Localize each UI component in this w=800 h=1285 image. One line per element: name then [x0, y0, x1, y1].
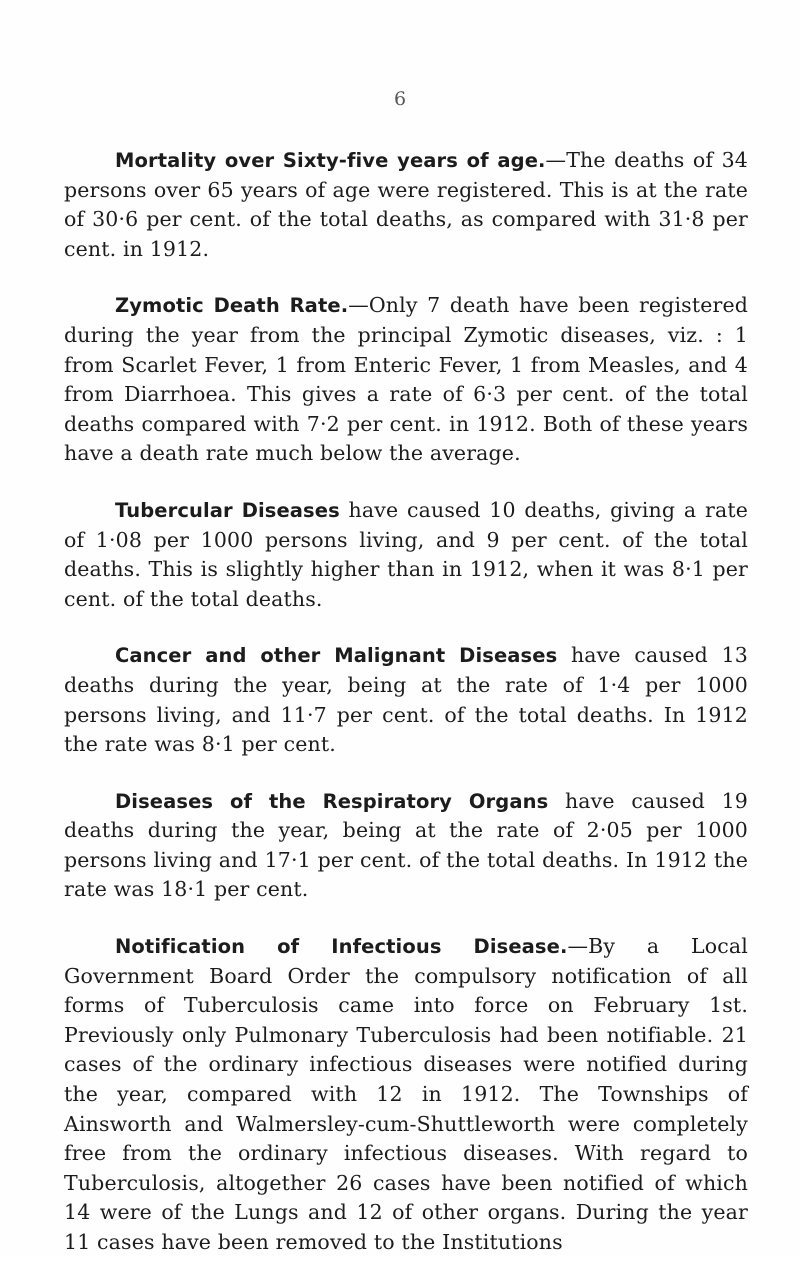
section-heading: Zymotic Death Rate.	[115, 294, 349, 318]
paragraph-mortality-over-65	[64, 146, 748, 264]
paragraph-text: have caused 19 deaths during the year, being at the rate of 2·05 per 1000 persons living and 17·1 per cent. of the total deaths. In 1912 the rate was 18·1 per cent.	[64, 788, 748, 902]
section-heading: Notification of Infectious Disease.	[115, 935, 568, 959]
paragraph-infectious-notification	[64, 932, 748, 1258]
paragraph-text: —By a Local Government Board Order the compulsory notification of all forms of Tuberculosis came into force on February 1st. Previously only Pulmonary Tuberculosis had been notifiable. 21 cases of the ordinary infectious diseases were notified during the year, compared with 12 in 1912. The Townships of Ainsworth and Walmersley-cum-Shuttleworth were completely free from the ordinary infectious diseases. With regard to Tuberculosis, altogether 26 cases have been notified of which 14 were of the Lungs and 12 of other organs. During the year 11 cases have been removed to the Institutions	[64, 934, 748, 1254]
paragraph-zymotic-death-rate	[64, 291, 748, 469]
paragraph-text: —The deaths of 34 persons over 65 years of age were registered. This is at the rate of 30·6 per cent. of the total deaths, as compared with 31·8 per cent. in 1912.	[64, 148, 748, 261]
body-text	[64, 146, 748, 1285]
paragraph-text: —Only 7 death have been registered during the year from the principal Zymotic diseases, viz. : 1 from Scarlet Fever, 1 from Enteric Fever, 1 from Measles, and 4 from Diarrhoea. This gives a rate of 6·3 per cent. of the total deaths compared with 7·2 per cent. in 1912. Both of these years have a death rate much below the average.	[64, 293, 748, 466]
section-heading: Tubercular Diseases	[115, 498, 340, 522]
paragraph-text: have caused 13 deaths during the year, being at the rate of 1·4 per 1000 persons living, and 11·7 per cent. of the total deaths. In 1912 the rate was 8·1 per cent.	[64, 643, 748, 757]
section-heading: Diseases of the Respiratory Organs	[115, 789, 549, 813]
paragraph-respiratory-diseases	[64, 787, 748, 905]
page-number: 6	[393, 88, 407, 110]
paragraph-tubercular-diseases	[64, 496, 748, 614]
paragraph-text: have caused 10 deaths, giving a rate of 1·08 per 1000 persons living, and 9 per cent. of the total deaths. This is slightly higher than in 1912, when it was 8·1 per cent. of the total deaths.	[64, 497, 748, 611]
section-heading: Mortality over Sixty-five years of age.	[115, 149, 546, 172]
paragraph-cancer-malignant-diseases	[64, 641, 748, 759]
section-heading: Cancer and other Malignant Diseases	[115, 644, 558, 668]
